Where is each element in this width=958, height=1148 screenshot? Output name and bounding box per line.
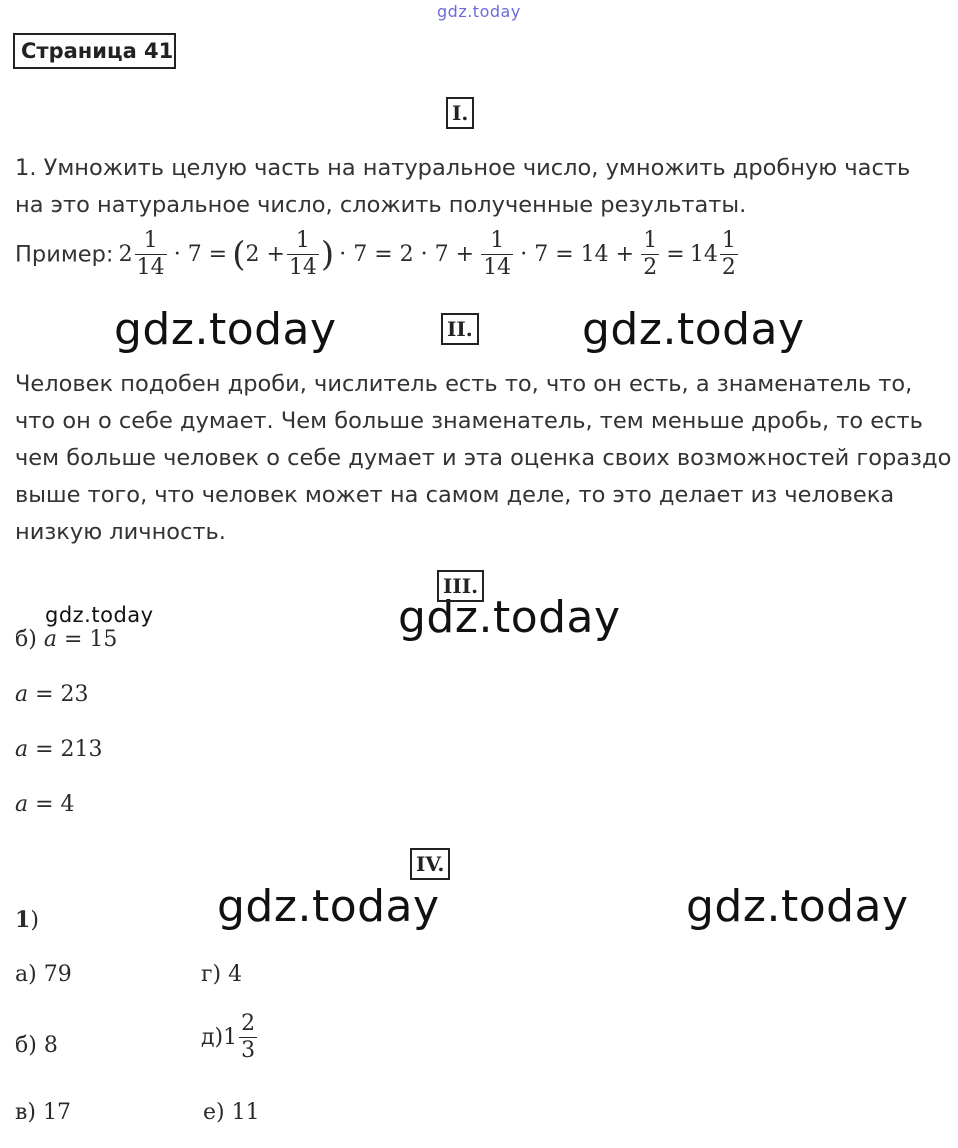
fraction-1-14 — [481, 230, 513, 279]
section-2-line: что он о себе думает. Чем больше знаменатель, тем меньше дробь, то есть — [15, 408, 923, 434]
equals: = — [666, 242, 685, 267]
answer-d — [201, 1013, 259, 1062]
answer-row — [15, 737, 103, 762]
section-1-line-1: 1. Умножить целую часть на натуральное число, умножить дробную часть — [15, 155, 911, 181]
section-3-numeral: III. — [437, 570, 484, 602]
fraction-2-3 — [239, 1013, 257, 1062]
section-2-line: низкую личность. — [15, 519, 226, 545]
answer-row — [15, 627, 117, 652]
section-2-line: чем больше человек о себе думает и эта оценка своих возможностей гораздо — [15, 445, 952, 471]
section-4-numeral: IV. — [410, 848, 450, 880]
example-label: Пример: — [15, 241, 114, 268]
answer-e: е) 11 — [203, 1100, 260, 1125]
fraction-1-14 — [287, 230, 319, 279]
numerator: 1 — [143, 228, 158, 253]
task-number-value: 1 — [15, 907, 31, 933]
variable: a — [15, 682, 29, 707]
section-2-numeral: II. — [441, 313, 479, 345]
fraction-1-2 — [641, 230, 659, 279]
watermark-3: gdz.today — [45, 603, 154, 627]
answer-row — [15, 792, 75, 817]
denominator: 3 — [241, 1038, 256, 1063]
watermark-6: gdz.today — [686, 881, 909, 932]
denominator: 2 — [721, 255, 736, 280]
denominator: 2 — [643, 255, 658, 280]
task-number — [15, 907, 39, 933]
answer-d-prefix: д)1 — [201, 1025, 238, 1050]
section-1-numeral: I. — [446, 97, 474, 129]
answer-value: = 213 — [28, 737, 103, 762]
answer-value: = 4 — [28, 792, 75, 817]
example-mixed-whole: 2 — [118, 242, 133, 267]
answer-a: а) 79 — [15, 962, 72, 987]
op-times-7-eq: · 7 = — [173, 242, 228, 267]
right-paren: ) — [320, 234, 335, 275]
section-1-text — [15, 150, 910, 224]
answer-v: в) 17 — [15, 1100, 71, 1125]
numerator: 1 — [490, 228, 505, 253]
numerator: 1 — [643, 228, 658, 253]
answer-value: = 15 — [56, 627, 118, 652]
answer-prefix: б) — [15, 627, 44, 652]
answer-row — [15, 682, 89, 707]
left-paren: ( — [232, 234, 246, 275]
numerator: 1 — [721, 228, 736, 253]
section-2-line: Человек подобен дроби, числитель есть то, что он есть, а знаменатель то, — [15, 371, 913, 397]
watermark-5: gdz.today — [217, 881, 440, 932]
numerator: 2 — [241, 1011, 256, 1036]
watermark-4: gdz.today — [398, 592, 621, 643]
page-title: Страница 41 — [13, 33, 176, 69]
answer-g: г) 4 — [201, 962, 243, 987]
example-line — [15, 230, 740, 279]
numerator: 1 — [295, 228, 310, 253]
product-sum: · 7 = 14 + — [520, 242, 635, 267]
watermark-top: gdz.today — [437, 2, 521, 21]
denominator: 14 — [136, 255, 165, 280]
task-number-paren: ) — [30, 908, 39, 933]
variable: a — [15, 737, 29, 762]
fraction-1-2 — [720, 230, 738, 279]
fraction-1-14 — [135, 230, 167, 279]
watermark-2: gdz.today — [582, 304, 805, 355]
section-1-line-2: на это натуральное число, сложить полученные результаты. — [15, 192, 747, 218]
variable: a — [43, 627, 57, 652]
denominator: 14 — [483, 255, 512, 280]
watermark-1: gdz.today — [114, 304, 337, 355]
answer-value: = 23 — [28, 682, 89, 707]
section-2-text — [15, 366, 951, 551]
section-2-line: выше того, что человек может на самом деле, то это делает из человека — [15, 482, 895, 508]
answer-b: б) 8 — [15, 1033, 58, 1058]
two-plus: 2 + — [245, 242, 285, 267]
denominator: 14 — [288, 255, 317, 280]
variable: a — [15, 792, 29, 817]
result-whole: 14 — [689, 242, 718, 267]
expansion: · 7 = 2 · 7 + — [339, 242, 475, 267]
